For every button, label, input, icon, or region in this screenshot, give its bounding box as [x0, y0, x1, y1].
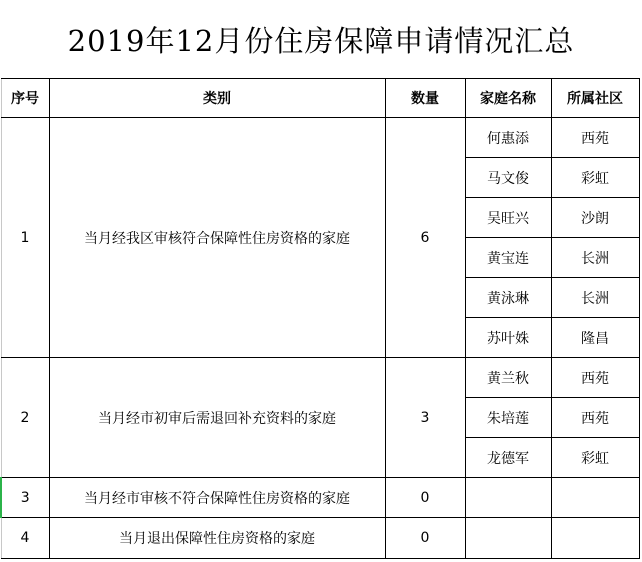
community-cell[interactable]: 沙朗	[551, 198, 639, 238]
family-name-cell[interactable]: 何惠添	[465, 118, 551, 158]
group-count[interactable]: 0	[385, 518, 465, 559]
header-category[interactable]: 类别	[49, 79, 385, 118]
summary-table	[0, 78, 640, 559]
family-name-cell[interactable]: 黄兰秋	[465, 358, 551, 398]
group-seq[interactable]: 2	[1, 358, 49, 478]
header-family-name[interactable]: 家庭名称	[465, 79, 551, 118]
community-cell[interactable]	[551, 518, 639, 559]
group-count[interactable]: 3	[385, 358, 465, 478]
group-category[interactable]: 当月经市审核不符合保障性住房资格的家庭	[49, 478, 385, 518]
family-name-cell[interactable]: 黄宝连	[465, 238, 551, 278]
family-name-cell[interactable]: 龙德军	[465, 438, 551, 478]
header-seq[interactable]: 序号	[1, 79, 49, 118]
group-category[interactable]: 当月经我区审核符合保障性住房资格的家庭	[49, 118, 385, 358]
group-seq[interactable]: 3	[1, 478, 49, 518]
group-count[interactable]: 6	[385, 118, 465, 358]
community-cell[interactable]: 彩虹	[551, 158, 639, 198]
family-name-cell[interactable]: 黄泳琳	[465, 278, 551, 318]
community-cell[interactable]: 彩虹	[551, 438, 639, 478]
community-cell[interactable]: 西苑	[551, 118, 639, 158]
group-count[interactable]: 0	[385, 478, 465, 518]
community-cell[interactable]	[551, 478, 639, 518]
header-community[interactable]: 所属社区	[551, 79, 639, 118]
group-category[interactable]: 当月经市初审后需退回补充资料的家庭	[49, 358, 385, 478]
table-row	[1, 518, 639, 559]
community-cell[interactable]: 隆昌	[551, 318, 639, 358]
header-count[interactable]: 数量	[385, 79, 465, 118]
group-category[interactable]: 当月退出保障性住房资格的家庭	[49, 518, 385, 559]
group-seq[interactable]: 1	[1, 118, 49, 358]
family-name-cell[interactable]: 苏叶姝	[465, 318, 551, 358]
group-seq[interactable]: 4	[1, 518, 49, 559]
table-row	[1, 358, 639, 398]
community-cell[interactable]: 西苑	[551, 358, 639, 398]
community-cell[interactable]: 长洲	[551, 238, 639, 278]
page-title: 2019年12月份住房保障申请情况汇总	[67, 23, 575, 58]
table-row	[1, 118, 639, 158]
family-name-cell[interactable]: 吴旺兴	[465, 198, 551, 238]
community-cell[interactable]: 长洲	[551, 278, 639, 318]
family-name-cell[interactable]	[465, 518, 551, 559]
family-name-cell[interactable]	[465, 478, 551, 518]
table-row	[1, 478, 639, 518]
header-row	[1, 79, 639, 118]
community-cell[interactable]: 西苑	[551, 398, 639, 438]
family-name-cell[interactable]: 马文俊	[465, 158, 551, 198]
family-name-cell[interactable]: 朱培莲	[465, 398, 551, 438]
